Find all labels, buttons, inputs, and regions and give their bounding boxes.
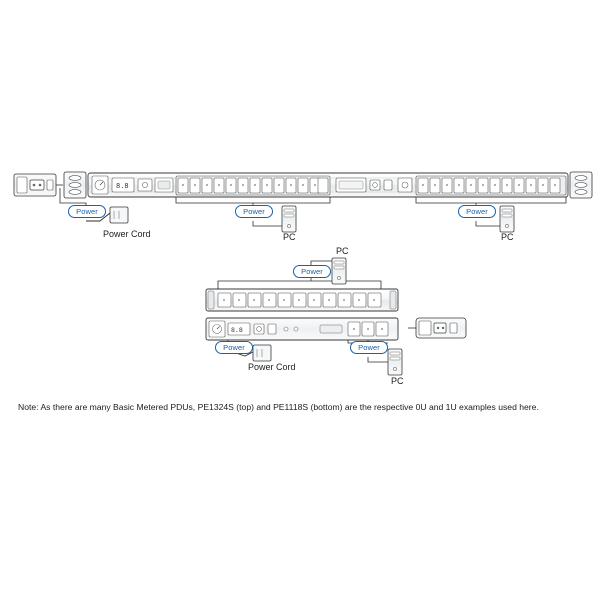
power-label-top-right: Power [458,205,496,218]
diagram-note: Note: As there are many Basic Metered PDUs, PE1324S (top) and PE1118S (bottom) are the respective 0U and 1U examples used here. [18,402,539,412]
pdu-0u-outlet-bank-right [416,176,566,195]
power-label-bottom-left: Power [215,341,253,354]
power-cord-label-bottom: Power Cord [248,362,296,372]
pdu-0u-meter-section [92,176,173,194]
pdu-1u-front-view [206,318,398,340]
pc-label-top-right: PC [501,232,514,242]
pdu-power-inlet-module [14,174,63,196]
pc-tower-middle [332,258,346,284]
pdu-0u-outlet-bank-left [176,176,330,195]
pdu-0u-port-section [336,178,412,192]
top-pdu-assembly [14,172,592,232]
power-cord-label-top: Power Cord [103,229,151,239]
bottom-pdu-assembly [206,258,466,375]
power-label-top-mid: Power [235,205,273,218]
power-label-mid-pc: Power [293,265,331,278]
power-label-top-left: Power [68,205,106,218]
pc-label-bottom: PC [391,376,404,386]
power-label-bottom-right: Power [350,341,388,354]
pdu-mounting-bracket-right [570,172,592,198]
pc-label-mid: PC [336,246,349,256]
svg-text:8.8: 8.8 [231,326,243,334]
svg-text:8.8: 8.8 [116,182,129,190]
pdu-1u-rear-view [206,289,398,311]
pdu-mounting-bracket-left [64,172,86,198]
pc-label-top-mid: PC [283,232,296,242]
pdu-side-inlet-module [408,318,466,338]
